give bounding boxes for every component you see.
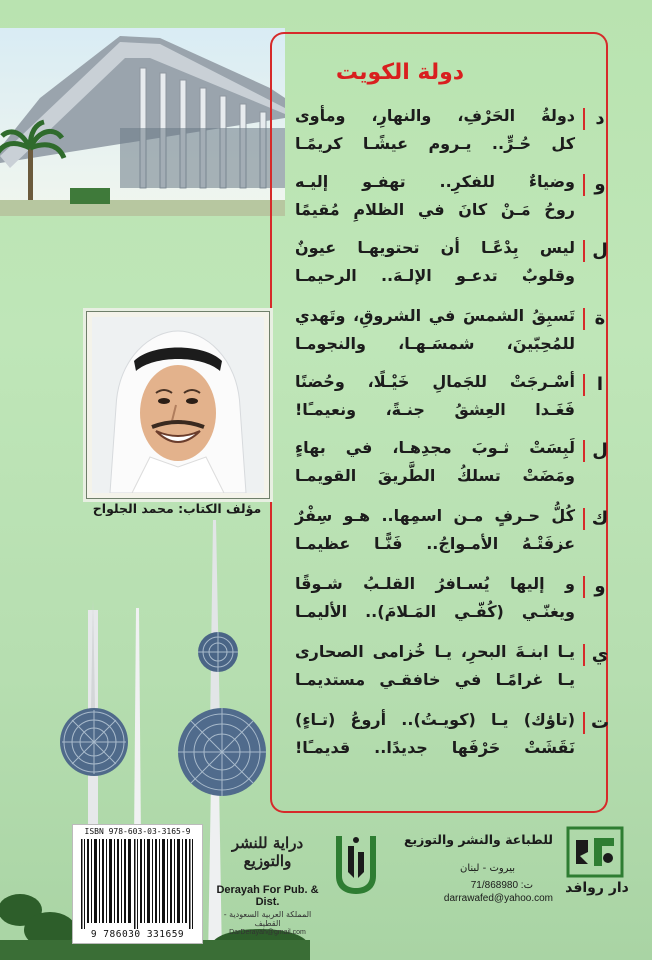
stanza-line: ومَضَتْ تسلكُ الطَّريقَ القويمـا [295, 466, 575, 485]
isbn-number: 9 786030 331659 [90, 929, 185, 940]
stanza-separator [583, 712, 585, 734]
rawafed-city: بيروت - لبنان [460, 863, 515, 874]
stanza-separator [583, 576, 585, 598]
derayah-publisher [210, 834, 325, 936]
stanza-line: (تاؤك) يـا (كويـتُ).. أروعُ (تـاءٍ) [295, 710, 575, 729]
stanza-6 [270, 436, 615, 498]
stanza-10 [270, 708, 615, 770]
stanza-line: دولةُ الحَرْفِ، والنهارِ، ومأوى [295, 106, 575, 125]
derayah-logo-icon [330, 832, 382, 896]
stanza-9 [270, 640, 615, 702]
parliament-building-image [0, 28, 285, 216]
stanza-line: عزفَتْـهُ الأمـواجُ.. فَنًّـا عظيمـا [295, 534, 575, 553]
stanza-letter: ل [592, 440, 608, 461]
stanza-line: فَغَـدا العِشقُ جنـةً، ونعيمـًا! [295, 400, 575, 419]
derayah-country: المملكة العربية السعودية - القطيف [223, 910, 312, 928]
stanza-separator [583, 240, 585, 262]
isbn-barcode [72, 824, 203, 944]
stanza-separator [583, 508, 585, 530]
author-photo-card [86, 311, 270, 499]
stanza-line: تَسبِقُ الشمسَ في الشروقِ، وتَهدي [295, 306, 575, 325]
poem-title: دولة الكويت [335, 60, 465, 85]
rawafed-phone: ت: 71/868980 [470, 880, 533, 891]
stanza-line: لَبِسَتْ ثـوبَ مجدِهـا، في بهاءٍ [295, 438, 575, 457]
derayah-name-english: Derayah For Pub. & Dist. [216, 884, 319, 908]
stanza-line: ليس بِدْعًـا أن تحتويهـا عيونٌ [295, 238, 575, 257]
stanza-separator [583, 440, 585, 462]
stanza-separator [583, 108, 585, 130]
derayah-name-arabic: دراية للنشر والتوزيع [231, 834, 304, 870]
derayah-email: DarDerayah@gmail.com [229, 929, 306, 936]
stanza-separator [583, 374, 585, 396]
stanza-2 [270, 170, 615, 232]
rawafed-label: دار روافد [565, 880, 629, 896]
isbn-label: ISBN 978-603-03-3165-9 [84, 827, 191, 836]
stanza-line: كل حُـرٍّ.. يـروم عيشًـا كريمًـا [295, 134, 575, 153]
stanza-letter: ا [596, 374, 604, 395]
stanza-line: روحُ مَـنْ كانَ في الظلامِ مُقيمًا [295, 200, 575, 219]
stanza-separator [583, 174, 585, 196]
stanza-letter: ت [590, 712, 610, 733]
stanza-letter: و [594, 576, 606, 597]
stanza-line: للمُحِبّينَ، شمسَـهـا، والنجومـا [295, 334, 575, 353]
stanza-line: ويغنّـي (كُفّـي المَـلامَ).. الأليمـا [295, 602, 575, 621]
stanza-line: وقلوبٌ تدعـو الإلـهَ.. الرحيمـا [295, 266, 575, 285]
stanza-line: وضياءٌ للفكرِ.. تهفـو إليـه [295, 172, 575, 191]
stanza-7 [270, 504, 615, 566]
stanza-line: يـا غرامًـا في خافقـي مستديمـا [295, 670, 575, 689]
rawafed-email: darrawafed@yahoo.com [443, 893, 553, 904]
stanza-letter: د [595, 108, 605, 129]
stanza-3 [270, 236, 615, 298]
stanza-letter: ي [591, 644, 609, 665]
stanza-line: و إليها يُسـافرُ القلـبُ شـوقًا [295, 574, 575, 593]
stanza-letter: ل [592, 240, 608, 261]
stanza-4 [270, 304, 615, 366]
stanza-separator [583, 308, 585, 330]
author-caption: مؤلف الكتاب: محمد الجلواح [92, 501, 262, 516]
stanza-letter: ك [591, 508, 609, 529]
rawafed-publisher-info [398, 832, 553, 904]
stanza-1 [270, 104, 615, 166]
stanza-letter: ة [594, 308, 606, 329]
stanza-line: يـا ابنـةَ البحرِ، يـا خُزامى الصحارى [295, 642, 575, 661]
stanza-5 [270, 370, 615, 432]
stanza-separator [583, 644, 585, 666]
stanza-line: أسْـرجَتْ للجَمالِ خَيْـلًا، وحُضنًا [295, 372, 575, 391]
stanza-line: كُلُّ حـرفٍ مـن اسمِها.. هـو سِفْرٌ [295, 506, 575, 525]
stanza-letter: و [594, 174, 606, 195]
rawafed-name: للطباعة والنشر والتوزيع [403, 832, 553, 847]
rawafed-logo-icon [566, 826, 624, 878]
author-photo [92, 317, 264, 493]
barcode-bars [79, 839, 196, 929]
stanza-8 [270, 572, 615, 634]
stanza-line: نَقَشَتْ حَرْفَها جديدًا.. قديمـًا! [295, 738, 575, 757]
